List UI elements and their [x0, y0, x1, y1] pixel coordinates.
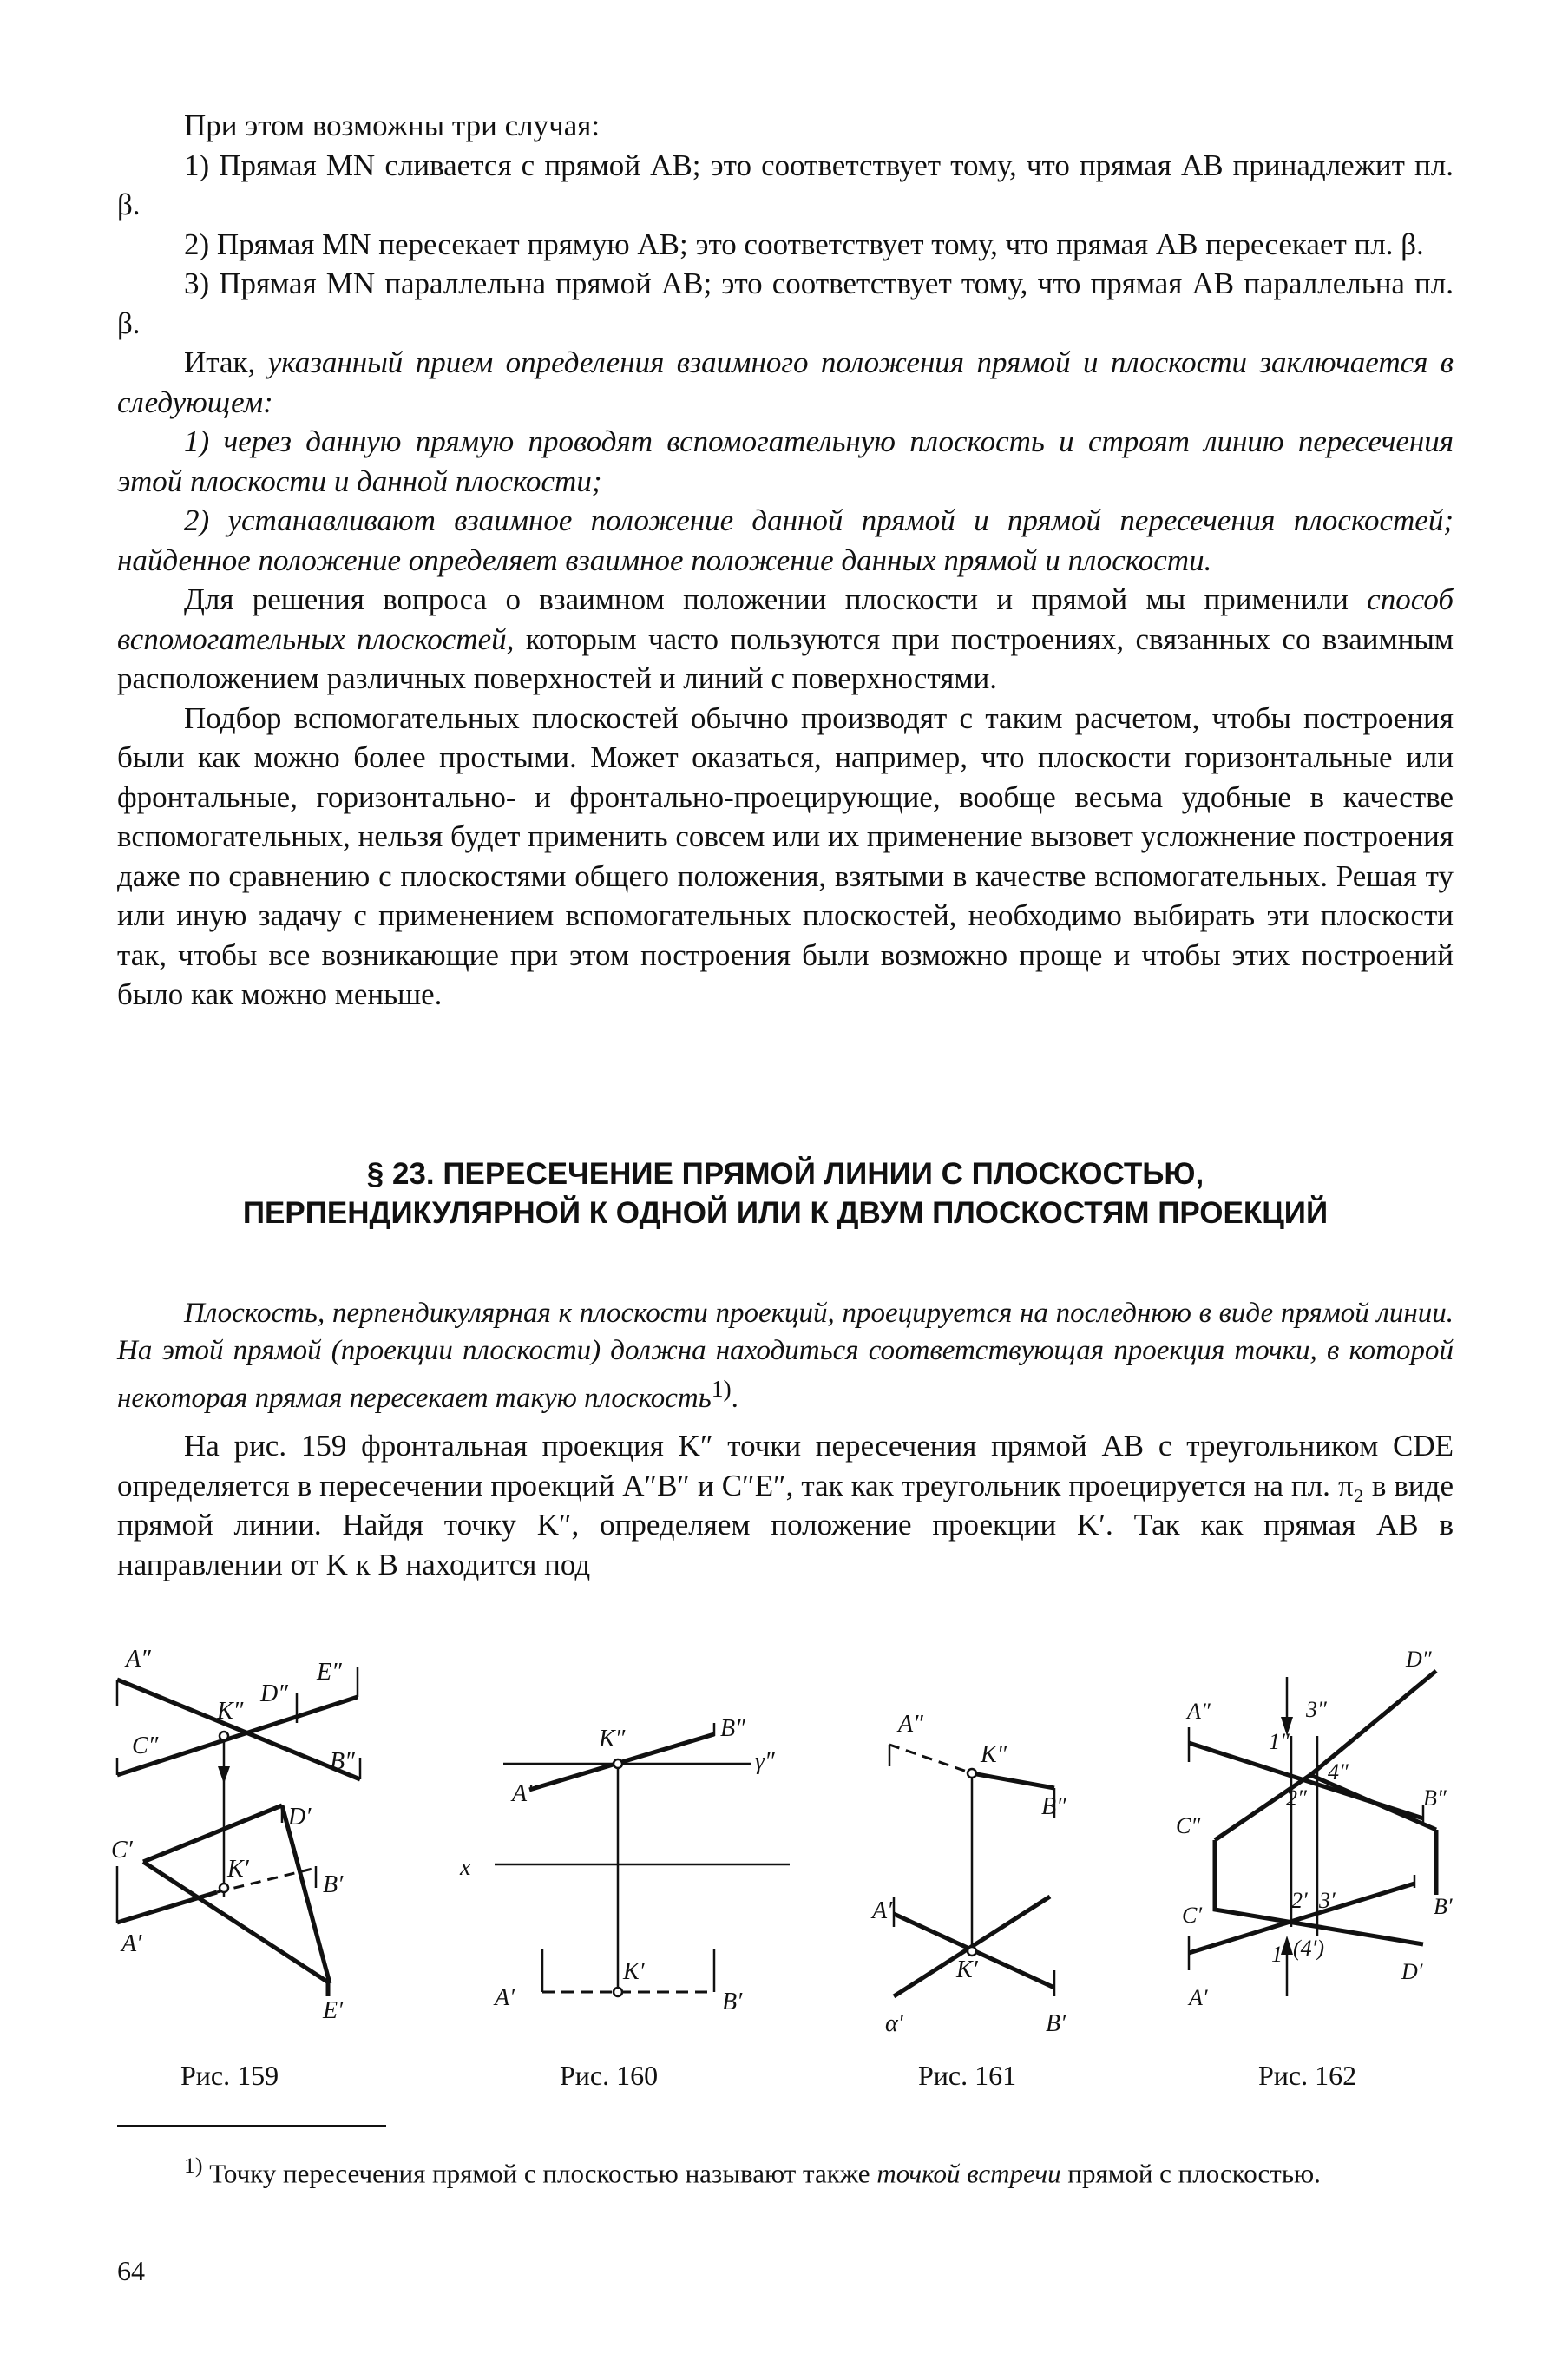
fig159-lines [117, 1680, 360, 1779]
caption-fig160: Рис. 160 [560, 2060, 659, 2091]
section-heading [117, 1154, 1454, 1233]
svg-text:E″: E″ [317, 1659, 342, 1686]
svg-text:C″: C″ [1176, 1813, 1201, 1838]
svg-text:B″: B″ [330, 1748, 355, 1775]
svg-text:A″: A″ [512, 1780, 537, 1807]
svg-text:K″: K″ [217, 1698, 244, 1725]
svg-text:D″: D″ [1406, 1647, 1432, 1672]
svg-text:K″: K″ [981, 1741, 1007, 1768]
svg-text:A″: A″ [898, 1711, 923, 1738]
svg-text:K′: K′ [623, 1958, 645, 1985]
footnote-rule [117, 2125, 386, 2127]
method-text-b: которым часто пользуются при построениях, связанных со взаимным расположением различных поверхностей и линий с поверхностями. [117, 621, 1454, 695]
footnote-a: Точку пересечения прямой с плоскостью называют также [209, 2158, 870, 2189]
footnote-italic: точкой встречи [876, 2158, 1061, 2189]
svg-text:2′: 2′ [1291, 1888, 1308, 1913]
svg-text:(4′): (4′) [1293, 1936, 1325, 1961]
footnote-b: прямой с плоскостью. [1067, 2158, 1321, 2189]
svg-text:A′: A′ [495, 1984, 515, 2011]
caption-fig159: Рис. 159 [180, 2060, 279, 2091]
svg-text:D′: D′ [1401, 1959, 1423, 1984]
svg-text:E′: E′ [323, 1997, 344, 2024]
svg-text:B′: B′ [1434, 1894, 1453, 1919]
paragraph-method [117, 580, 1454, 699]
figure-160 [443, 1693, 824, 2057]
svg-text:2″: 2″ [1286, 1785, 1307, 1811]
summary-lead: Итак, [184, 345, 256, 379]
paragraph-intro: При этом возможны три случая: [184, 108, 601, 142]
svg-text:B″: B″ [1423, 1785, 1447, 1811]
rule-footnote-ref: 1) [711, 1375, 732, 1402]
svg-text:D′: D′ [288, 1804, 312, 1831]
fig160-thin [495, 1723, 790, 1992]
svg-text:x: x [460, 1854, 471, 1881]
paragraph-step-2 [117, 501, 1454, 580]
heading-line-1: § 23. ПЕРЕСЕЧЕНИЕ ПРЯМОЙ ЛИНИИ С ПЛОСКОСТЬЮ, [366, 1157, 1204, 1191]
svg-text:C′: C′ [111, 1837, 133, 1864]
caption-fig162: Рис. 162 [1258, 2060, 1357, 2091]
paragraph-step-1 [117, 422, 1454, 501]
svg-text:4″: 4″ [1328, 1759, 1349, 1785]
step-1-text: 1) через данную прямую проводят вспомогательную плоскость и строят линию пересечения этой плоскости и данной плоскости; [117, 424, 1454, 498]
step-2-text: 2) устанавливают взаимное положение данной прямой и прямой пересечения плоскостей; найденное положение определяет взаимное положение данных прямой и плоскости. [117, 503, 1454, 577]
paragraph-case-2: 2) Прямая MN пересекает прямую AB; это соответствует тому, что прямая AB пересекает пл. β. [184, 227, 1424, 261]
svg-text:A″: A″ [126, 1646, 151, 1673]
paragraph-case-1: 1) Прямая MN сливается с прямой AB; это соответствует тому, что прямая AB принадлежит пл. β. [117, 148, 1454, 221]
rule-end: . [731, 1383, 738, 1414]
svg-text:B′: B′ [722, 1989, 743, 2015]
fig161-labels [870, 1711, 1066, 2037]
svg-text:K′: K′ [956, 1956, 978, 1983]
method-text-italic: способ вспомогательных плоскостей, [117, 582, 1454, 656]
footnote-mark: 1) [184, 2153, 203, 2178]
svg-text:1″: 1″ [1269, 1729, 1290, 1754]
paragraph-case-3: 3) Прямая MN параллельна прямой AB; это соответствует тому, что прямая AB параллельна пл. β. [117, 266, 1454, 340]
svg-text:α′: α′ [885, 2010, 903, 2037]
svg-text:3′: 3′ [1319, 1888, 1336, 1913]
fig159-labels [111, 1646, 355, 2024]
fig162-labels [1176, 1647, 1453, 2010]
paragraph-summary [117, 343, 1454, 422]
svg-text:A″: A″ [1187, 1699, 1211, 1724]
paragraph-rule [117, 1295, 1454, 1417]
fig159-arrow [218, 1766, 230, 1784]
page-number: 64 [117, 2255, 145, 2286]
rule-text: Плоскость, перпендикулярная к плоскости проекций, проецируется на последнюю в виде прямой линии. На этой прямой (проекции плоскости) должна находиться соответствующая проекция точки, в которой некоторая прямая пересекает такую плоскость [117, 1298, 1454, 1414]
svg-text:B′: B′ [1046, 2010, 1066, 2037]
text-block-bottom [117, 1295, 1454, 1584]
svg-text:3″: 3″ [1306, 1697, 1327, 1722]
svg-text:A′: A′ [872, 1897, 893, 1924]
footnote [117, 2148, 1454, 2191]
figure-159 [95, 1632, 408, 2066]
summary-italic: указанный прием определения взаимного положения прямой и плоскости заключается в следующем: [117, 345, 1454, 419]
heading-line-2: ПЕРПЕНДИКУЛЯРНОЙ К ОДНОЙ ИЛИ К ДВУМ ПЛОСКОСТЯМ ПРОЕКЦИЙ [242, 1196, 1329, 1230]
paragraph-choice: Подбор вспомогательных плоскостей обычно производят с таким расчетом, чтобы построения были как можно более простыми. Может оказаться, например, что плоскости горизонтальные или фронтальные, горизонтально- и фронтально-проецирующие, вообще весьма удобные в качестве вспомогательных, нельзя будет применить совсем или их применение вызовет усложнение построения даже по сравнению с плоскостями общего положения, взятыми в качестве вспомогательных. Решая ту или иную задачу с применением вспомогательных плоскостей, необходимо выбирать эти плоскости так, чтобы все возникающие при этом построения были возможно проще и чтобы этих построений было как можно меньше. [117, 700, 1454, 1011]
figure-161 [859, 1701, 1111, 2057]
method-text-a: Для решения вопроса о взаимном положении плоскости и прямой мы применили [184, 582, 1349, 616]
svg-text:A′: A′ [1189, 1985, 1208, 2010]
svg-text:K″: K″ [599, 1726, 626, 1752]
paragraph-fig159: На рис. 159 фронтальная проекция K″ точки пересечения прямой AB с треугольником CDE определяется в пересечении проекций A″B″ и C″E″, так как треугольник проецируется на пл. π₂ в виде прямой линии. Найдя точку K″, определяем положение проекции K′. Так как прямая AB в направлении от K к B находится под [117, 1429, 1454, 1581]
text-block-top [117, 106, 1454, 1015]
fig161-line-ab [972, 1773, 1054, 1788]
svg-text:C′: C′ [1182, 1903, 1203, 1928]
footnote-text [117, 2148, 1454, 2191]
svg-text:1′: 1′ [1271, 1942, 1288, 1967]
svg-text:γ″: γ″ [755, 1748, 775, 1775]
svg-text:K′: K′ [227, 1856, 249, 1883]
svg-text:C″: C″ [132, 1732, 159, 1759]
fig161-hidden [889, 1745, 972, 1773]
svg-text:B″: B″ [720, 1715, 745, 1742]
svg-text:B′: B′ [323, 1871, 344, 1898]
caption-fig161: Рис. 161 [918, 2060, 1017, 2091]
svg-text:B″: B″ [1041, 1793, 1066, 1820]
figure-162 [1163, 1640, 1475, 2066]
svg-text:D″: D″ [260, 1680, 288, 1707]
svg-text:A′: A′ [121, 1930, 142, 1957]
